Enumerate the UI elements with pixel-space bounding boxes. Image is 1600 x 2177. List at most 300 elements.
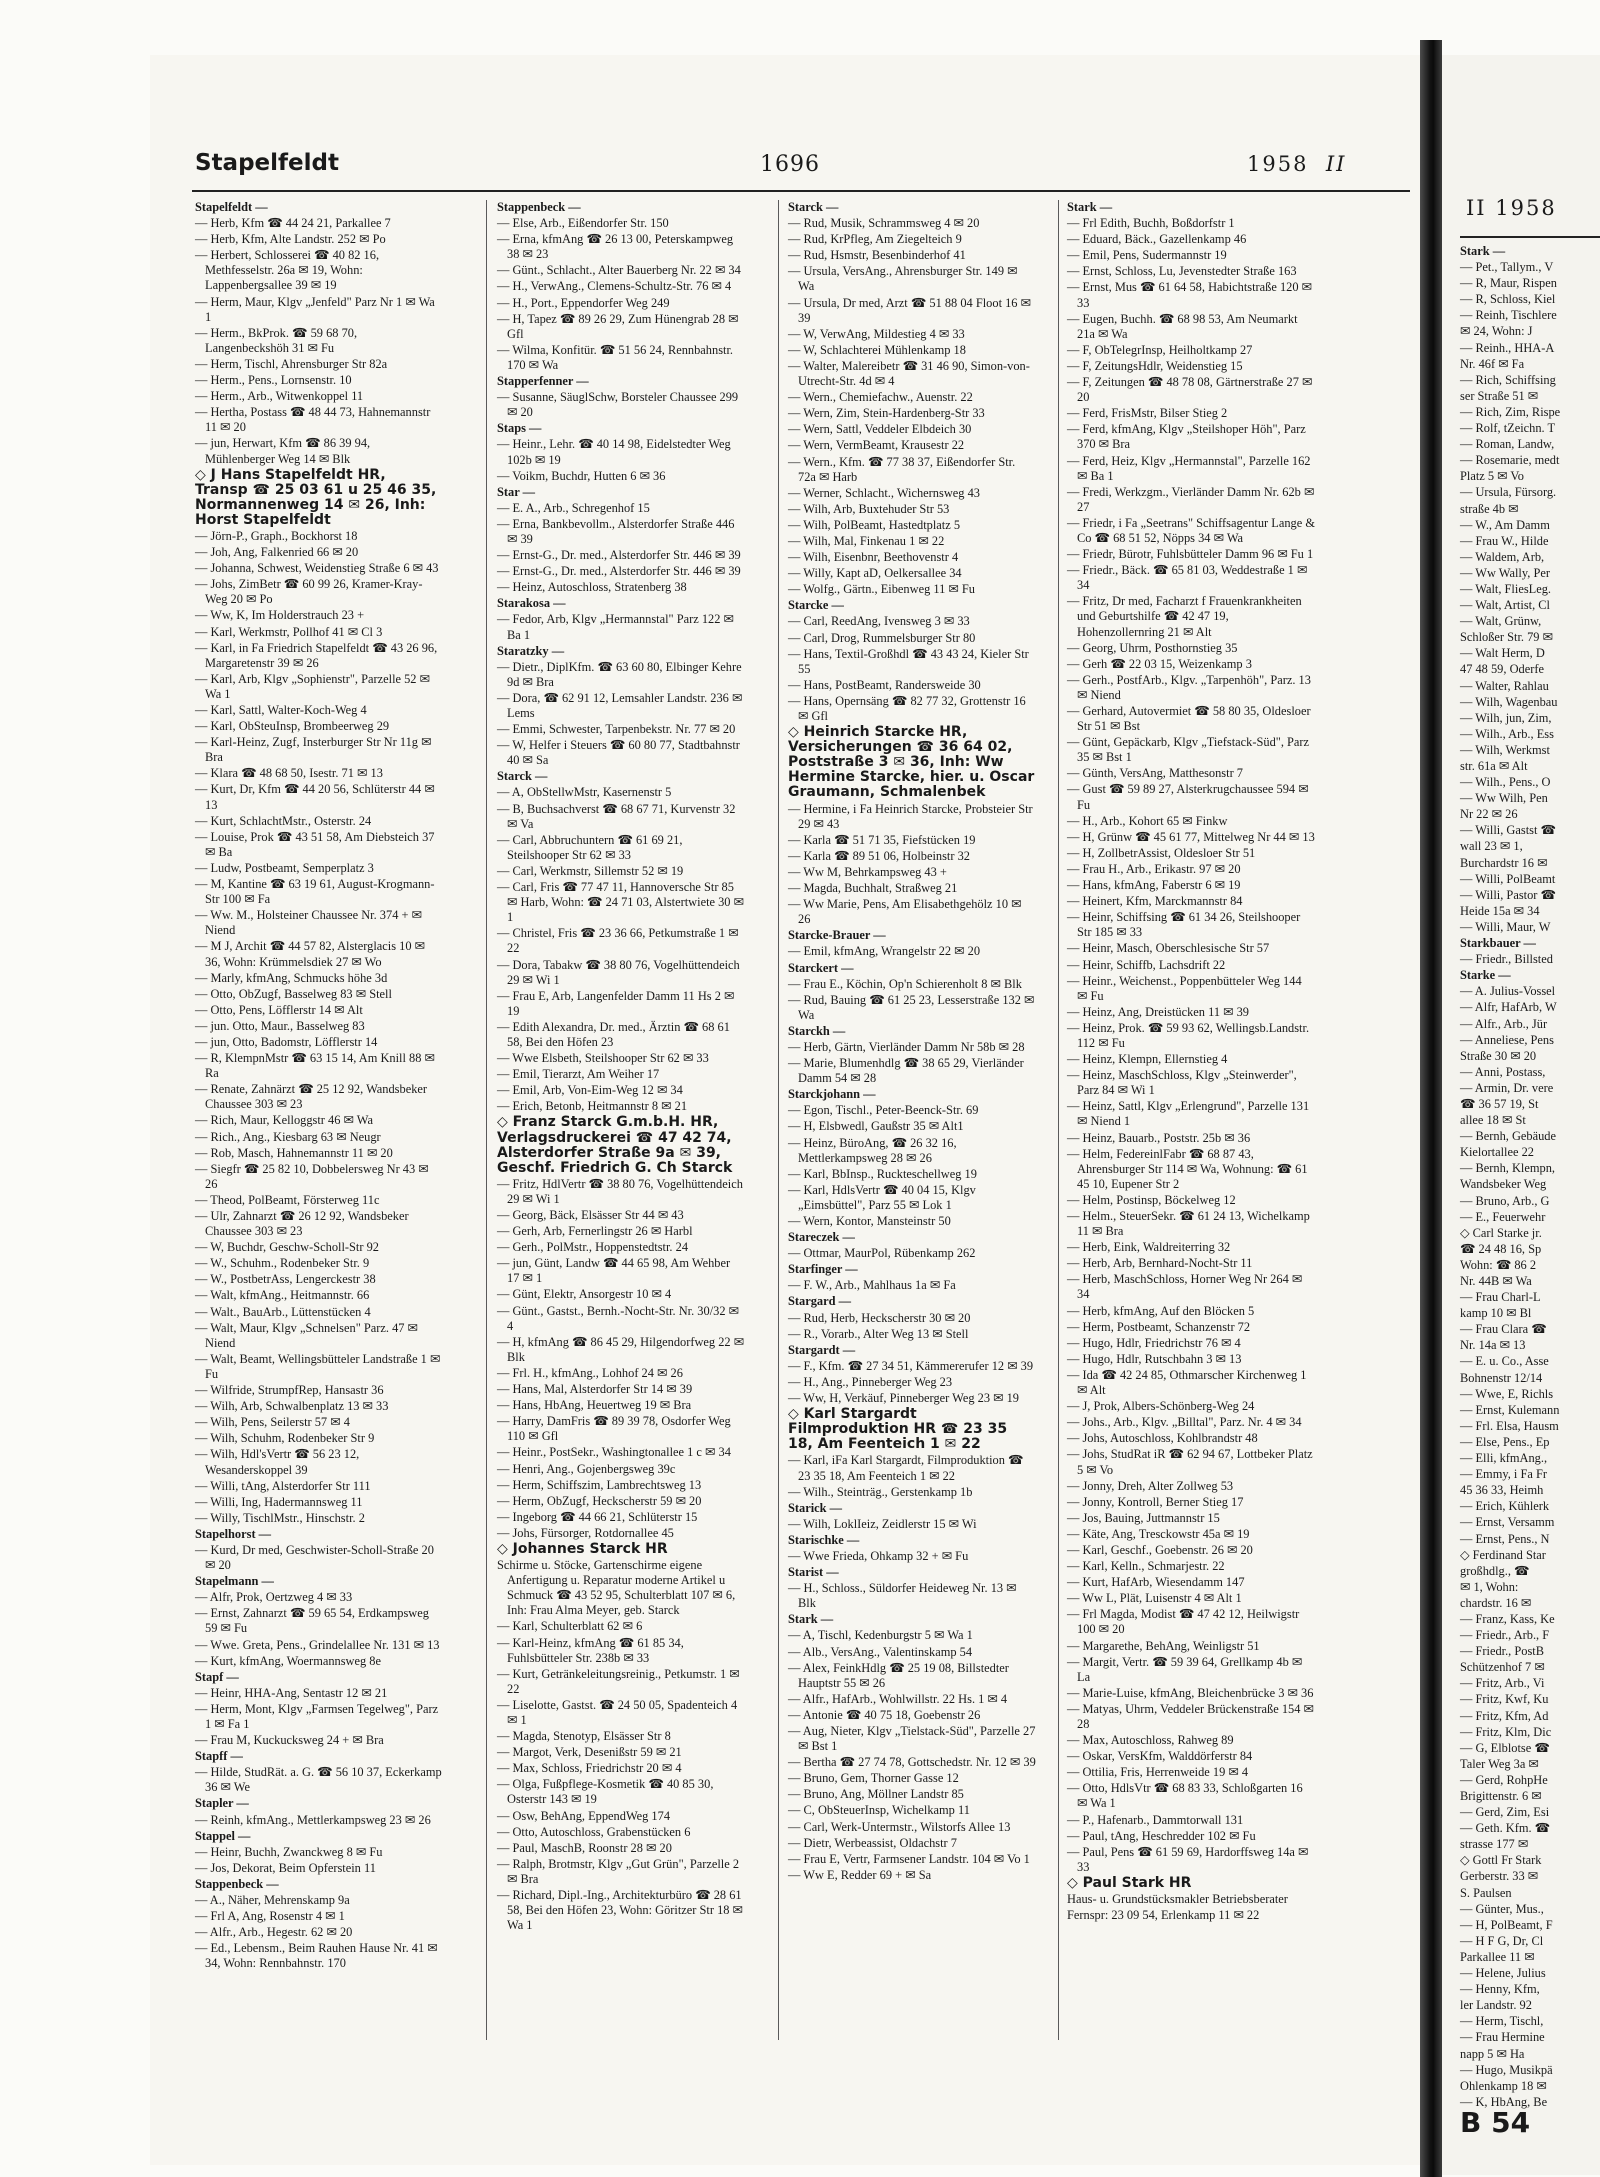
directory-entry: — Herb, Eink, Waldreiterring 32 xyxy=(1067,1240,1231,1255)
directory-entry: — Fritz, Kfm, Ad xyxy=(1460,1708,1549,1723)
surname-heading: Starfinger — xyxy=(788,1262,858,1277)
directory-entry: — Dietr, Werbeassist, Oldachstr 7 xyxy=(788,1835,957,1850)
directory-entry: — Herbert, Schlosserei ☎ 40 82 16, Methfesselstr. 26a ✉ 19, Wohn: Lappenbergsallee 39 ✉ 19 xyxy=(195,248,380,293)
directory-entry: allee 18 ✉ St xyxy=(1460,1113,1526,1128)
directory-entry: Nr. 14a ✉ 13 xyxy=(1460,1338,1526,1353)
directory-entry: — A, ObStellwMstr, Kasernenstr 5 xyxy=(497,785,672,800)
directory-entry: — Wern, Sattl, Veddeler Elbdeich 30 xyxy=(788,422,972,437)
directory-entry: — Günth, VersAng, Matthesonstr 7 xyxy=(1067,766,1243,781)
directory-entry: — Osw, BehAng, EppendWeg 174 xyxy=(497,1808,671,1823)
directory-entry: — Frau E, Vertr, Farmsener Landstr. 104 ✉ Vo 1 xyxy=(788,1851,1030,1866)
directory-entry: — W, Buchdr, Geschw-Scholl-Str 92 xyxy=(195,1240,379,1255)
directory-entry: — Otto, Pens, Löfflerstr 14 ✉ Alt xyxy=(195,1002,363,1017)
directory-entry: — Friedr, i Fa „Seetrans" Schiffsagentur Lange & Co ☎ 68 51 52, Nöpps 34 ✉ Wa xyxy=(1067,515,1315,545)
directory-entry: ◇ Johannes Starck HR xyxy=(497,1540,668,1557)
directory-entry: — Wilh, Arb, Schwalbenplatz 13 ✉ 33 xyxy=(195,1399,389,1414)
directory-entry: — Wilh, Schuhm, Rodenbeker Str 9 xyxy=(195,1431,375,1446)
directory-entry: — Frl. Elsa, Hausm xyxy=(1460,1418,1559,1433)
directory-entry: — Dora, Tabakw ☎ 38 80 76, Vogelhüttendeich 29 ✉ Wi 1 xyxy=(497,957,740,987)
directory-entry: — Heinr, Buchh, Zwanckweg 8 ✉ Fu xyxy=(195,1844,383,1859)
surname-heading: Stappel — xyxy=(195,1828,251,1843)
directory-entry: — Fritz, Kwf, Ku xyxy=(1460,1692,1549,1707)
directory-entry: — Herm, Tischl, xyxy=(1460,2014,1544,2029)
directory-entry: — Walter, Malereibetr ☎ 31 46 90, Simon-von-Utrecht-Str. 4d ✉ 4 xyxy=(788,358,1030,389)
surname-heading: Starkbauer — xyxy=(1460,936,1536,951)
directory-entry: — Gerh, Arb, Fernerlingstr 26 ✉ Harbl xyxy=(497,1224,693,1239)
directory-entry: — Magda, Stenotyp, Elsässer Str 8 xyxy=(497,1729,671,1744)
directory-entry: — Johs., Arb., Klgv. „Billtal", Parz. Nr. 4 ✉ 34 xyxy=(1067,1415,1302,1430)
directory-entry: — Erich, Betonb, Heitmannstr 8 ✉ 21 xyxy=(497,1099,688,1114)
directory-entry: Kielortallee 22 xyxy=(1460,1145,1534,1160)
directory-entry: — Friedr., Billsted xyxy=(1460,952,1553,967)
directory-entry: — Henny, Kfm, xyxy=(1460,1982,1540,1997)
directory-entry: — Johs, ZimBetr ☎ 60 99 26, Kramer-Kray-Weg 20 ✉ Po xyxy=(195,577,423,607)
surname-heading: Star — xyxy=(497,484,535,499)
directory-entry: — F., Kfm. ☎ 27 34 51, Kämmererufer 12 ✉ 39 xyxy=(788,1358,1034,1373)
directory-entry: — Gerh., PolMstr., Hoppenstedtstr. 24 xyxy=(497,1240,689,1255)
directory-entry: — Hermine, i Fa Heinrich Starcke, Probsteier Str 29 ✉ 43 xyxy=(788,801,1033,831)
directory-entry: — Elli, kfmAng., xyxy=(1460,1451,1548,1466)
directory-entry: — Liselotte, Gastst. ☎ 24 50 05, Spadenteich 4 ✉ 1 xyxy=(497,1697,738,1727)
directory-entry: — Siegfr ☎ 25 82 10, Dobbelersweg Nr 43 ✉ 26 xyxy=(195,1161,429,1191)
directory-entry: — Wilh., Steinträg., Gerstenkamp 1b xyxy=(788,1484,973,1499)
directory-entry: — Eugen, Buchh. ☎ 68 98 53, Am Neumarkt 21a ✉ Wa xyxy=(1067,311,1298,341)
directory-entry: — Bernh, Gebäude xyxy=(1460,1129,1556,1144)
directory-entry: Parkallee 11 ✉ xyxy=(1460,1949,1535,1964)
directory-entry: — Georg, Bäck, Elsässer Str 44 ✉ 43 xyxy=(497,1208,684,1222)
directory-entry: — Helm, FedereinlFabr ☎ 68 87 43, Ahrensburger Str 114 ✉ Wa, Wohnung: ☎ 61 45 10, Eupener Str 2 xyxy=(1067,1146,1308,1191)
directory-entry: ◇ Carl Starke jr. xyxy=(1460,1225,1542,1240)
surname-heading: Stappenbeck — xyxy=(497,200,581,214)
directory-entry: — Ernst, Zahnarzt ☎ 59 65 54, Erdkampsweg 59 ✉ Fu xyxy=(195,1606,429,1636)
directory-entry: — Kurt, kfmAng, Woermannsweg 8e xyxy=(195,1653,381,1668)
directory-entry: — Fritz, Arb., Vi xyxy=(1460,1676,1545,1691)
directory-entry: — Erna, kfmAng ☎ 26 13 00, Peterskampweg 38 ✉ 23 xyxy=(497,232,734,262)
directory-entry: Platz 5 ✉ Vo xyxy=(1460,469,1524,484)
directory-entry: — Walt, kfmAng., Heitmannstr. 66 xyxy=(195,1288,370,1303)
directory-entry: — Frl. H., kfmAng., Lohhof 24 ✉ 26 xyxy=(497,1365,683,1380)
directory-entry: — Wern., Chemiefachw., Auenstr. 22 xyxy=(788,390,973,405)
surname-heading: Starke — xyxy=(1460,968,1511,983)
directory-entry: — Fritz, Klm, Dic xyxy=(1460,1724,1552,1739)
directory-entry: — Alfr., Arb., Jür xyxy=(1460,1016,1548,1031)
directory-entry: — Jonny, Kontroll, Berner Stieg 17 xyxy=(1067,1494,1244,1509)
directory-entry: — Günt, Elektr, Ansorgestr 10 ✉ 4 xyxy=(497,1287,672,1302)
directory-entry: — Anneliese, Pens xyxy=(1460,1032,1554,1047)
directory-entry: — Gerh., PostfArb., Klgv. „Tarpenhöh", Parz. 13 ✉ Niend xyxy=(1067,672,1311,702)
directory-entry: Bohnenstr 12/14 xyxy=(1460,1370,1543,1385)
directory-entry: — Frau E., Köchin, Op'n Schierenholt 8 ✉ Blk xyxy=(788,976,1022,991)
directory-entry: — Fritz, Dr med, Facharzt f Frauenkrankheiten und Geburtshilfe ☎ 42 47 19, Hohenzollernring 21 ✉ Alt xyxy=(1067,594,1302,639)
directory-entry: — Joh, Ang, Falkenried 66 ✉ 20 xyxy=(195,545,359,560)
directory-entry: — Reinh, Tischlere xyxy=(1460,308,1557,323)
directory-entry: — Erna, Bankbevollm., Alsterdorfer Straße 446 ✉ 39 xyxy=(497,516,735,546)
column-divider xyxy=(486,200,487,2040)
directory-entry: — P., Hafenarb., Dammtorwall 131 xyxy=(1067,1812,1244,1827)
directory-entry: wall 23 ✉ 1, xyxy=(1460,839,1523,854)
directory-entry: — Carl, Fris ☎ 77 47 11, Hannoversche Str 85 ✉ Harb, Wohn: ☎ 24 71 03, Alstertwiete 30 ✉ 1 xyxy=(497,880,744,925)
directory-entry: — Ernst, Mus ☎ 61 64 58, Habichtstraße 120 ✉ 33 xyxy=(1067,280,1313,310)
directory-entry: — jun, Günt, Landw ☎ 44 65 98, Am Wehber 17 ✉ 1 xyxy=(497,1256,731,1286)
directory-entry: Burchardstr 16 ✉ xyxy=(1460,855,1548,870)
directory-entry: 45 36 33, Heimh xyxy=(1460,1483,1544,1498)
directory-entry: — Hans, HbAng, Heuertweg 19 ✉ Bra xyxy=(497,1398,692,1413)
surname-heading: Stapler — xyxy=(195,1796,249,1811)
directory-entry: — Ida ☎ 42 24 85, Othmarscher Kirchenweg 1 ✉ Alt xyxy=(1067,1367,1307,1398)
directory-entry: — Frl Magda, Modist ☎ 47 42 12, Heilwigstr 100 ✉ 20 xyxy=(1067,1607,1300,1637)
directory-entry: — H., Arb., Kohort 65 ✉ Finkw xyxy=(1067,813,1228,828)
directory-entry: großhdlg., ☎ xyxy=(1460,1563,1530,1578)
directory-entry: — Hans, Textil-Großhdl ☎ 43 43 24, Kieler Str 55 xyxy=(788,646,1029,676)
column-divider xyxy=(778,200,779,2040)
directory-entry: — Edith Alexandra, Dr. med., Ärztin ☎ 68 61 58, Bei den Höfen 23 xyxy=(497,1019,730,1049)
directory-entry: — H., Schloss., Süldorfer Heideweg Nr. 13 ✉ Blk xyxy=(788,1581,1017,1611)
directory-entry: — Karl, Werkmstr, Pollhof 41 ✉ Cl 3 xyxy=(195,624,383,639)
directory-entry: — Paul, MaschB, Roonstr 28 ✉ 20 xyxy=(497,1840,672,1855)
directory-entry: — F, ObTelegrInsp, Heilholtkamp 27 xyxy=(1067,342,1253,357)
signature-mark: B 54 xyxy=(1460,2106,1531,2139)
directory-entry: — Herm., Arb., Witwenkoppel 11 xyxy=(195,389,364,404)
directory-entry: ✉ 1, Wohn: xyxy=(1460,1579,1519,1594)
directory-entry: ◇ J Hans Stapelfeldt HR, Transp ☎ 25 03 61 u 25 46 35, Normannenweg 14 ✉ 26, Inh: Horst Stapelfeldt xyxy=(195,466,437,528)
directory-entry: — Heinr, HHA-Ang, Sentastr 12 ✉ 21 xyxy=(195,1685,388,1700)
directory-entry: — Willi, tAng, Alsterdorfer Str 111 xyxy=(195,1478,371,1493)
directory-entry: — Hans, Mal, Alsterdorfer Str 14 ✉ 39 xyxy=(497,1382,693,1397)
directory-entry: — Bruno, Ang, Möllner Landstr 85 xyxy=(788,1787,964,1802)
surname-heading: Stapf — xyxy=(195,1669,239,1684)
surname-heading: Stark — xyxy=(788,1612,834,1627)
directory-entry: — Ww. M., Holsteiner Chaussee Nr. 374 + ✉ Niend xyxy=(195,908,422,938)
directory-entry: — W., PostbetrAss, Lengerckestr 38 xyxy=(195,1272,376,1287)
directory-entry: — Karl, Kelln., Schmarjestr. 22 xyxy=(1067,1559,1225,1574)
directory-entry: — Friedr., PostB xyxy=(1460,1644,1544,1659)
directory-entry: — Marly, kfmAng, Schmucks höhe 3d xyxy=(195,970,388,985)
directory-entry: — Pet., Tallym., V xyxy=(1460,260,1554,275)
directory-entry: — Margit, Vertr. ☎ 59 39 64, Grellkamp 4b ✉ La xyxy=(1067,1654,1303,1684)
directory-entry: — Wilh, Mal, Finkenau 1 ✉ 22 xyxy=(788,533,945,548)
directory-entry: — Karl, HdlsVertr ☎ 40 04 15, Klgv „Eimsbüttel", Parz 55 ✉ Lok 1 xyxy=(788,1182,976,1212)
directory-entry: — Heinz, Bauarb., Poststr. 25b ✉ 36 xyxy=(1067,1130,1251,1145)
directory-entry: — Wern, Zim, Stein-Hardenberg-Str 33 xyxy=(788,406,985,421)
directory-entry: — Frau W., Hilde xyxy=(1460,533,1549,548)
directory-entry: — Walt., BauArb., Lüttenstücken 4 xyxy=(195,1304,371,1319)
directory-entry: — Rich, Zim, Rispe xyxy=(1460,404,1561,419)
directory-entry: — Ernst, Pens., N xyxy=(1460,1531,1550,1546)
directory-entry: — Karl-Heinz, kfmAng ☎ 61 85 34, Fuhlsbütteler Str. 238b ✉ 33 xyxy=(497,1635,684,1665)
directory-entry: — Emil, kfmAng, Wrangelstr 22 ✉ 20 xyxy=(788,944,981,959)
directory-entry: — Wwe Frieda, Ohkamp 32 + ✉ Fu xyxy=(788,1548,969,1563)
directory-entry: — Wilh, Eisenbnr, Beethovenstr 4 xyxy=(788,550,959,565)
surname-heading: Stapelfeldt — xyxy=(195,200,268,214)
directory-entry: — H, Tapez ☎ 89 26 29, Zum Hünengrab 28 ✉ Gfl xyxy=(497,311,739,341)
directory-entry: — Willy, TischlMstr., Hinschstr. 2 xyxy=(195,1510,365,1525)
directory-entry: — Jos, Dekorat, Beim Opferstein 11 xyxy=(195,1860,376,1875)
directory-entry: — Karl, BbInsp., Ruckteschellweg 19 xyxy=(788,1166,977,1181)
directory-entry: — H, kfmAng ☎ 86 45 29, Hilgendorfweg 22 ✉ Blk xyxy=(497,1334,745,1364)
directory-column-4 xyxy=(1067,200,1315,2030)
directory-entry: — Henri, Ang., Gojenbergsweg 39c xyxy=(497,1461,676,1476)
directory-entry: — Kurd, Dr med, Geschwister-Scholl-Straße 20 ✉ 20 xyxy=(195,1542,434,1573)
directory-entry: — Alfr, Prok, Oertzweg 4 ✉ 33 xyxy=(195,1590,353,1605)
directory-entry: — Magda, Buchhalt, Straßweg 21 xyxy=(788,881,958,896)
directory-entry: — Fedor, Arb, Klgv „Hermannstal" Parz 122 ✉ Ba 1 xyxy=(497,612,734,642)
surname-heading: Stargard — xyxy=(788,1294,851,1309)
directory-entry: — Alb., VersAng., Valentinskamp 54 xyxy=(788,1644,973,1659)
directory-entry: ◇ Karl Stargardt Filmproduktion HR ☎ 23 35 18, Am Feenteich 1 ✉ 22 xyxy=(788,1406,1008,1453)
directory-entry: — Wilh, Hdl'sVertr ☎ 56 23 12, Wesanderskoppel 39 xyxy=(195,1447,360,1477)
directory-entry: — Heinz, Klempn, Ellernstieg 4 xyxy=(1067,1052,1228,1067)
directory-entry: — Wilh., Pens., O xyxy=(1460,775,1551,790)
directory-entry: — B, Buchsachverst ☎ 68 67 71, Kurvenstr 32 ✉ Va xyxy=(497,801,736,831)
directory-entry: — Alfr., HafArb., Wohlwillstr. 22 Hs. 1 ✉ 4 xyxy=(788,1691,1008,1706)
directory-entry: 47 48 59, Oderfe xyxy=(1460,662,1544,677)
directory-entry: — Günt, Gepäckarb, Klgv „Tiefstack-Süd", Parz 35 ✉ Bst 1 xyxy=(1067,735,1310,765)
directory-entry: — Kurt, HafArb, Wiesendamm 147 xyxy=(1067,1575,1245,1590)
page-header xyxy=(195,150,1420,184)
right-page-column xyxy=(1460,244,1600,2109)
directory-entry: — Carl, Abbruchuntern ☎ 61 69 21, Steilshooper Str 62 ✉ 33 xyxy=(497,832,683,862)
directory-entry: ser Straße 51 ✉ xyxy=(1460,388,1539,403)
directory-entry: — Karl, Sattl, Walter-Koch-Weg 4 xyxy=(195,703,367,717)
directory-entry: — Susanne, SäuglSchw, Borsteler Chaussee 299 ✉ 20 xyxy=(497,390,739,420)
directory-entry: — Fritz, HdlVertr ☎ 38 80 76, Vogelhüttendeich 29 ✉ Wi 1 xyxy=(497,1176,743,1206)
directory-entry: — Heinz, BüroAng, ☎ 26 32 16, Mettlerkampsweg 28 ✉ 26 xyxy=(788,1135,957,1165)
directory-entry: — jun, Herwart, Kfm ☎ 86 39 94, Mühlenberger Weg 14 ✉ Blk xyxy=(195,436,371,466)
directory-entry: — Ww Wally, Per xyxy=(1460,565,1550,580)
directory-entry: — Johs, Autoschloss, Kohlbrandstr 48 xyxy=(1067,1431,1258,1446)
right-page-header: II 1958 xyxy=(1466,196,1557,220)
directory-entry: — Heinr., PostSekr., Washingtonallee 1 c ✉ 34 xyxy=(497,1445,731,1460)
surname-heading: Starck — xyxy=(497,769,548,784)
directory-entry: — Karl, in Fa Friedrich Stapelfeldt ☎ 43 26 96, Margaretenstr 39 ✉ 26 xyxy=(195,640,438,670)
directory-entry: — Rud, Hsmstr, Besenbinderhof 41 xyxy=(788,248,966,263)
surname-heading: Stappenbeck — xyxy=(195,1876,279,1891)
directory-entry: — A. Julius-Vossel xyxy=(1460,984,1556,999)
directory-entry: Wohn: ☎ 86 2 xyxy=(1460,1257,1537,1272)
directory-entry: — H F G, Dr, Cl xyxy=(1460,1933,1544,1948)
directory-entry: — Ernst, Kulemann xyxy=(1460,1402,1560,1417)
directory-entry: — Walt, Beamt, Wellingsbütteler Landstraße 1 ✉ Fu xyxy=(195,1351,441,1381)
directory-entry: — Heinz, Autoschloss, Stratenberg 38 xyxy=(497,580,687,595)
directory-entry: — Dora, ☎ 62 91 12, Lemsahler Landstr. 236 ✉ Lems xyxy=(497,690,743,720)
directory-entry: Brigittenstr. 6 ✉ xyxy=(1460,1789,1542,1803)
directory-entry: — Friedr., Bäck. ☎ 65 81 03, Weddestraße 1 ✉ 34 xyxy=(1067,563,1308,593)
directory-entry: — Ww, K, Im Holderstrauch 23 + xyxy=(195,608,365,623)
directory-entry: — Reinh., HHA-A xyxy=(1460,340,1555,355)
directory-entry: — Hilde, StudRät. a. G. ☎ 56 10 37, Eckerkamp 36 ✉ We xyxy=(195,1765,442,1795)
directory-entry: — Rich, Schiffsing xyxy=(1460,372,1556,387)
directory-entry: — Frl A, Ang, Rosenstr 4 ✉ 1 xyxy=(195,1909,345,1924)
directory-entry: — Frl Edith, Buchh, Boßdorfstr 1 xyxy=(1067,216,1235,231)
directory-entry: — Carl, Werk-Untermstr., Wilstorfs Allee 13 xyxy=(788,1819,1011,1834)
directory-entry: ◇ Ferdinand Star xyxy=(1460,1547,1546,1562)
directory-entry: Wandsbeker Weg xyxy=(1460,1177,1547,1192)
directory-entry: — Gerd, RohpHe xyxy=(1460,1772,1548,1787)
directory-entry: — J, Prok, Albers-Schönberg-Weg 24 xyxy=(1067,1399,1255,1414)
directory-entry: S. Paulsen xyxy=(1460,1885,1512,1900)
directory-entry: — Herb, Kfm ☎ 44 24 21, Parkallee 7 xyxy=(195,216,391,231)
directory-entry: — Bertha ☎ 27 74 78, Gottschedstr. Nr. 12 ✉ 39 xyxy=(788,1755,1036,1770)
directory-entry: ☎ 24 48 16, Sp xyxy=(1460,1241,1542,1256)
directory-entry: — W, VerwAng, Mildestieg 4 ✉ 33 xyxy=(788,326,965,341)
directory-entry: — Heinr, Schiffsing ☎ 61 34 26, Steilshooper Str 185 ✉ 33 xyxy=(1067,910,1301,940)
directory-entry: — Heinr, Masch, Oberschlesische Str 57 xyxy=(1067,941,1270,956)
directory-entry: — Karl, Geschf., Goebenstr. 26 ✉ 20 xyxy=(1067,1542,1253,1557)
directory-column-3 xyxy=(788,200,1036,2030)
directory-entry: — R., Vorarb., Alter Weg 13 ✉ Stell xyxy=(788,1326,969,1341)
directory-entry: — Bruno, Arb., G xyxy=(1460,1193,1550,1208)
directory-entry: ◇ Gottl Fr Stark xyxy=(1460,1853,1542,1868)
directory-entry: — Bernh, Klempn, xyxy=(1460,1161,1555,1176)
directory-entry: — C, ObSteuerInsp, Wichelkamp 11 xyxy=(788,1803,970,1818)
directory-entry: — Harry, DamFris ☎ 89 39 78, Osdorfer Weg 110 ✉ Gfl xyxy=(497,1414,731,1444)
directory-entry: — Friedr, Bürotr, Fuhlsbütteler Damm 96 ✉ Fu 1 xyxy=(1067,547,1314,562)
directory-entry: — Paul, tAng, Heschredder 102 ✉ Fu xyxy=(1067,1828,1256,1843)
directory-entry: — Ernst, Schloss, Lu, Jevenstedter Straße 163 xyxy=(1067,264,1297,279)
directory-entry: — F. W., Arb., Mahlhaus 1a ✉ Fa xyxy=(788,1278,956,1293)
directory-entry: — Ursula, Fürsorg. xyxy=(1460,485,1557,500)
surname-heading: Stapelmann — xyxy=(195,1574,274,1589)
directory-entry: — Wilh., Arb., Ess xyxy=(1460,726,1554,741)
directory-entry: — Otto, Autoschloss, Grabenstücken 6 xyxy=(497,1824,691,1839)
directory-entry: — Erich, Kühlerk xyxy=(1460,1499,1550,1514)
directory-entry: — Olga, Fußpflege-Kosmetik ☎ 40 85 30, Osterstr 143 ✉ 19 xyxy=(497,1777,714,1807)
directory-entry: — W., Am Damm xyxy=(1460,517,1550,532)
directory-entry: — Rud, Bauing ☎ 61 25 23, Lesserstraße 132 ✉ Wa xyxy=(788,992,1035,1022)
directory-entry: — H, PolBeamt, F xyxy=(1460,1917,1553,1932)
directory-entry: ☎ 36 57 19, St xyxy=(1460,1096,1539,1111)
directory-entry: — Frau M, Kuckucksweg 24 + ✉ Bra xyxy=(195,1733,384,1748)
directory-entry: — Theod, PolBeamt, Försterweg 11c xyxy=(195,1192,380,1207)
directory-entry: — Frau H., Arb., Erikastr. 97 ✉ 20 xyxy=(1067,861,1241,876)
directory-entry: — Ottmar, MaurPol, Rübenkamp 262 xyxy=(788,1246,976,1261)
surname-heading: Stapelhorst — xyxy=(195,1526,272,1541)
directory-entry: Nr. 44B ✉ Wa xyxy=(1460,1274,1532,1288)
directory-entry: — R, KlempnMstr ☎ 63 15 14, Am Knill 88 ✉ Ra xyxy=(195,1051,435,1081)
directory-entry: napp 5 ✉ Ha xyxy=(1460,2046,1525,2061)
directory-entry: — Alfr, HafArb, W xyxy=(1460,1000,1557,1015)
directory-entry: — Frau E, Arb, Langenfelder Damm 11 Hs 2 ✉ 19 xyxy=(497,988,735,1018)
directory-entry: Taler Weg 3a ✉ xyxy=(1460,1756,1539,1771)
directory-entry: — Walt, Grünw, xyxy=(1460,614,1542,629)
directory-entry: — Emil, Pens, Sudermannstr 19 xyxy=(1067,248,1227,263)
directory-entry: — Wolfg., Gärtn., Eibenweg 11 ✉ Fu xyxy=(788,582,975,597)
directory-entry: — H., Port., Eppendorfer Weg 249 xyxy=(497,295,670,310)
directory-entry: — Emmy, i Fa Fr xyxy=(1460,1467,1547,1482)
directory-entry: — Ww Marie, Pens, Am Elisabethgehölz 10 ✉ 26 xyxy=(788,897,1022,927)
directory-entry: — Werner, Schlacht., Wichernsweg 43 xyxy=(788,485,980,500)
directory-entry: — Georg, Uhrm, Posthornstieg 35 xyxy=(1067,640,1238,655)
directory-entry: — Heinz, MaschSchloss, Klgv „Steinwerder", Parz 84 ✉ Wi 1 xyxy=(1067,1068,1297,1098)
directory-entry: — Rob, Masch, Hahnemannstr 11 ✉ 20 xyxy=(195,1145,393,1160)
directory-entry: — Emil, Tierarzt, Am Weiher 17 xyxy=(497,1067,660,1082)
directory-entry: — Renate, Zahnärzt ☎ 25 12 92, Wandsbeker Chaussee 303 ✉ 23 xyxy=(195,1082,428,1112)
directory-entry: — Gust ☎ 59 89 27, Alsterkrugchaussee 594 ✉ Fu xyxy=(1067,782,1309,812)
directory-entry: — Ernst, Versamm xyxy=(1460,1515,1555,1530)
directory-entry: — W, Helfer i Steuers ☎ 60 80 77, Stadtbahnstr 40 ✉ Sa xyxy=(497,738,740,768)
directory-entry: — Ww M, Behrkampsweg 43 + xyxy=(788,864,947,879)
directory-entry: — Ed., Lebensm., Beim Rauhen Hause Nr. 41 ✉ 34, Wohn: Rennbahnstr. 170 xyxy=(195,1941,438,1971)
directory-entry: Schützenhof 7 ✉ xyxy=(1460,1660,1545,1675)
directory-entry: — Waldem, Arb, xyxy=(1460,549,1545,564)
directory-entry: — Aug, Nieter, Klgv „Tielstack-Süd", Parzelle 27 ✉ Bst 1 xyxy=(788,1724,1036,1754)
directory-entry: — Carl, Drog, Rummelsburger Str 80 xyxy=(788,630,976,645)
directory-entry: — Willi, Gastst ☎ xyxy=(1460,823,1556,838)
directory-entry: — Heinr., Lehr. ☎ 40 14 98, Eidelstedter Weg 102b ✉ 19 xyxy=(497,437,731,467)
directory-entry: — Gerh ☎ 22 03 15, Weizenkamp 3 xyxy=(1067,656,1252,671)
directory-entry: — Christel, Fris ☎ 23 36 66, Petkumstraße 1 ✉ 22 xyxy=(497,926,739,956)
directory-entry: — jun. Otto, Maur., Basselweg 83 xyxy=(195,1018,365,1033)
surname-heading: Staps — xyxy=(497,421,542,436)
directory-entry: — Heinr, Schiffb, Lachsdrift 22 xyxy=(1067,957,1226,972)
directory-entry: — Wilh, Werkmst xyxy=(1460,742,1550,757)
directory-entry: — Frau Hermine xyxy=(1460,2030,1545,2045)
directory-entry: — Kurt, SchlachtMstr., Osterstr. 24 xyxy=(195,813,372,828)
directory-entry: — Herm, Mont, Klgv „Farmsen Tegelweg", Parz 1 ✉ Fa 1 xyxy=(195,1701,439,1731)
directory-entry: — Ursula, VersAng., Ahrensburger Str. 149 ✉ Wa xyxy=(788,264,1018,294)
directory-column-1 xyxy=(195,200,443,2030)
directory-entry: — Willi, Maur, W xyxy=(1460,919,1551,934)
directory-entry: — Wern, Kontor, Mansteinstr 50 xyxy=(788,1214,951,1228)
directory-entry: — Wilh, PolBeamt, Hastedtplatz 5 xyxy=(788,517,961,532)
directory-entry: — Margot, Verk, Desenißstr 59 ✉ 21 xyxy=(497,1745,682,1760)
directory-entry: — Margarethe, BehAng, Weinligstr 51 xyxy=(1067,1638,1260,1653)
directory-entry: — Emil, Arb, Von-Eim-Weg 12 ✉ 34 xyxy=(497,1083,683,1098)
directory-entry: — Herb, Kfm, Alte Landstr. 252 ✉ Po xyxy=(195,232,386,247)
directory-entry: — Wilh, Pens, Seilerstr 57 ✉ 4 xyxy=(195,1415,350,1430)
directory-entry: — Hertha, Postass ☎ 48 44 73, Hahnemannstr 11 ✉ 20 xyxy=(195,405,431,435)
volume-mark: II xyxy=(1325,152,1347,176)
directory-entry: Fernspr: 23 09 54, Erlenkamp 11 ✉ 22 xyxy=(1067,1908,1260,1923)
surname-heading: Starckh — xyxy=(788,1023,846,1038)
directory-entry: — Hugo, Hdlr, Rutschbahn 3 ✉ 13 xyxy=(1067,1351,1242,1366)
directory-entry: — Herm, Postbeamt, Schanzenstr 72 xyxy=(1067,1319,1251,1334)
directory-entry: — H, ZollbetrAssist, Oldesloer Str 51 xyxy=(1067,845,1256,860)
directory-entry: Straße 30 ✉ 20 xyxy=(1460,1048,1537,1063)
directory-entry: — Walt, Artist, Cl xyxy=(1460,598,1550,613)
directory-entry: — E. A., Arb., Schregenhof 15 xyxy=(497,500,650,515)
directory-entry: — Gerhard, Autovermiet ☎ 58 80 35, Oldesloer Str 51 ✉ Bst xyxy=(1067,704,1311,734)
directory-entry: — Alex, FeinkHdlg ☎ 25 19 08, Billstedter Hauptstr 55 ✉ 26 xyxy=(788,1660,1009,1690)
directory-entry: — Ernst-G., Dr. med., Alsterdorfer Str. 446 ✉ 39 xyxy=(497,564,741,579)
directory-entry: — Marie, Blumenhdlg ☎ 38 65 29, Vierländer Damm 54 ✉ 28 xyxy=(788,1056,1024,1086)
surname-heading: Staratzky — xyxy=(497,643,565,658)
directory-entry: — M J, Archit ☎ 44 57 82, Alsterglacis 10 ✉ 36, Wohn: Krümmelsdiek 27 ✉ Wo xyxy=(195,939,426,969)
directory-entry: — Rud, Musik, Schrammsweg 4 ✉ 20 xyxy=(788,216,980,231)
directory-entry: — Heinz, Ang, Dreistücken 11 ✉ 39 xyxy=(1067,1004,1249,1019)
directory-entry: — Ferd, kfmAng, Klgv „Steilshoper Höh", Parz 370 ✉ Bra xyxy=(1067,422,1306,452)
directory-entry: — Oskar, VersKfm, Walddörferstr 84 xyxy=(1067,1749,1253,1764)
directory-entry: — Ferd, FrisMstr, Bilser Stieg 2 xyxy=(1067,406,1228,421)
directory-entry: kamp 10 ✉ Bl xyxy=(1460,1306,1532,1321)
directory-entry: — Karl-Heinz, Zugf, Insterburger Str Nr 11g ✉ Bra xyxy=(195,735,432,765)
directory-entry: — Wilh, jun, Zim, xyxy=(1460,710,1552,725)
directory-entry: — Kurt, Dr, Kfm ☎ 44 20 56, Schlüterstr 44 ✉ 13 xyxy=(195,782,435,812)
directory-entry: — Kurt, Getränkeleitungsreinig., Petkumstr. 1 ✉ 22 xyxy=(497,1666,740,1696)
surname-heading: Starcke — xyxy=(788,598,844,613)
directory-entry: — Richard, Dipl.-Ing., Architekturbüro ☎ 28 61 58, Bei den Höfen 23, Wohn: Göritzer Str 18 ✉ Wa 1 xyxy=(497,1888,743,1933)
surname-heading: Stark — xyxy=(1460,244,1506,258)
directory-entry: — Louise, Prok ☎ 43 51 58, Am Diebsteich 37 ✉ Ba xyxy=(195,829,435,859)
directory-entry: — Günt., Schlacht., Alter Bauerberg Nr. 22 ✉ 34 xyxy=(497,263,741,278)
directory-entry: — Ottilia, Fris, Herrenweide 19 ✉ 4 xyxy=(1067,1765,1249,1780)
year: 1958 xyxy=(1247,152,1309,176)
directory-entry: — Günter, Mus., xyxy=(1460,1901,1544,1916)
directory-entry: Nr. 46f ✉ Fa xyxy=(1460,356,1525,371)
directory-entry: Ohlenkamp 18 ✉ xyxy=(1460,2078,1547,2093)
directory-entry: — Herm., BkProk. ☎ 59 68 70, Langenbeckshöh 31 ✉ Fu xyxy=(195,325,358,355)
directory-entry: — Johs, Fürsorger, Rotdornallee 45 xyxy=(497,1525,674,1540)
